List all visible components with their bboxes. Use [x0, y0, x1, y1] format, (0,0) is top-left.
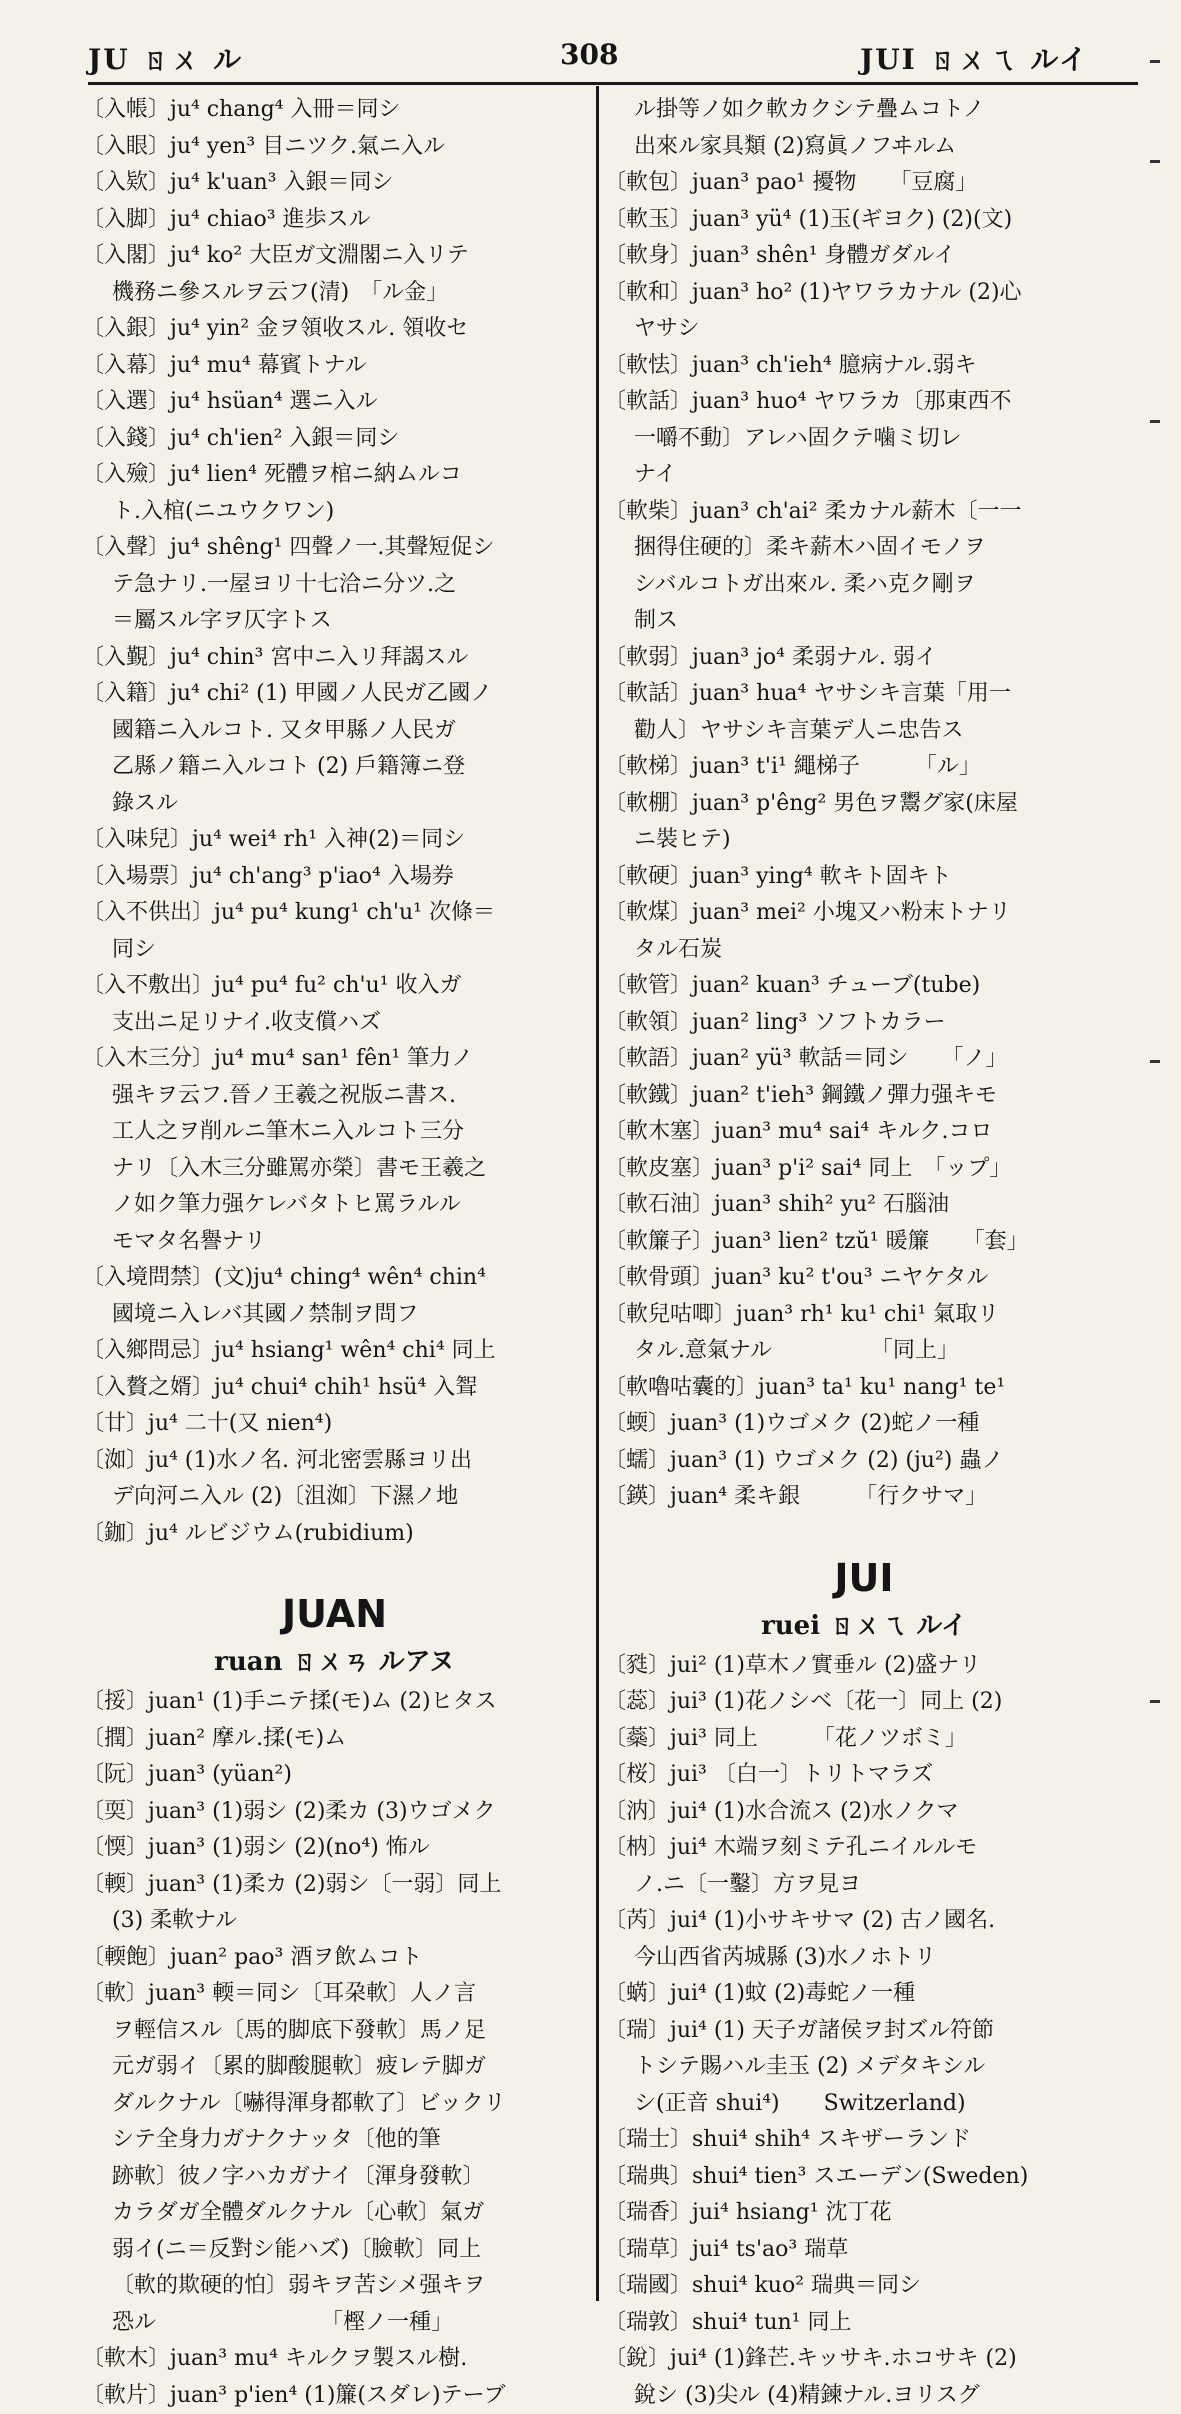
- dictionary-entry-line: 〔軟硬〕juan³ ying⁴ 軟キト固キト: [604, 859, 1124, 896]
- header-right-guide: JUI ㄖㄨㄟ ルイ: [860, 38, 1089, 78]
- entry-continuation-line: ナリ〔入木三分雖罵亦榮〕書モ王羲之: [82, 1151, 587, 1188]
- dictionary-entry-line: 〔甤〕jui² (1)草木ノ實垂ル (2)盛ナリ: [604, 1648, 1124, 1685]
- entry-continuation-line: ナイ: [604, 457, 1124, 494]
- entry-continuation-line: ト.入棺(ニユウクワン): [82, 494, 587, 531]
- entry-continuation-line: タル石炭: [604, 932, 1124, 969]
- scan-edge-mark: [1150, 60, 1160, 63]
- dictionary-entry-line: 〔輭〕juan³ (1)柔カ (2)弱シ〔一弱〕同上: [82, 1867, 587, 1904]
- right-column: [604, 92, 1124, 2414]
- entry-continuation-line: 跡軟〕彼ノ字ハカガナイ〔渾身發軟〕: [82, 2159, 587, 2196]
- dictionary-entry-line: 〔軟和〕juan³ ho² (1)ヤワラカナル (2)心: [604, 275, 1124, 312]
- dictionary-entry-line: 〔軟梯〕juan³ t'i¹ 繩梯子 「ル」: [604, 749, 1124, 786]
- entry-continuation-line: シ(正音 shui⁴) Switzerland): [604, 2086, 1124, 2123]
- dictionary-entry-line: 〔廿〕ju⁴ 二十(又 nien⁴): [82, 1406, 587, 1443]
- entry-continuation-line: 支出ニ足リナイ.收支償ハズ: [82, 1005, 587, 1042]
- dictionary-entry-line: 〔耎〕juan³ (1)弱シ (2)柔カ (3)ウゴメク: [82, 1794, 587, 1831]
- dictionary-entry-line: 〔軟片〕juan³ p'ien⁴ (1)簾(スダレ)テーブ: [82, 2378, 587, 2414]
- dictionary-entry-line: 〔愞〕juan³ (1)弱シ (2)(no⁴) 怖ル: [82, 1830, 587, 1867]
- dictionary-entry-line: 〔入味兒〕ju⁴ wei⁴ rh¹ 入神(2)＝同シ: [82, 822, 587, 859]
- entry-continuation-line: 今山西省芮城縣 (3)水ノホトリ: [604, 1940, 1124, 1977]
- dictionary-entry-line: 〔入木三分〕ju⁴ mu⁴ san¹ fên¹ 筆力ノ: [82, 1041, 587, 1078]
- dictionary-entry-line: 〔輭飽〕juan² pao³ 酒ヲ飲ムコト: [82, 1940, 587, 1977]
- dictionary-entry-line: 〔芮〕jui⁴ (1)小サキサマ (2) 古ノ國名.: [604, 1903, 1124, 1940]
- entry-continuation-line: 勸人〕ヤサシキ言葉デ人ニ忠告ス: [604, 713, 1124, 750]
- dictionary-entry-line: 〔瑞敦〕shui⁴ tun¹ 同上: [604, 2305, 1124, 2342]
- section-subheading-jui: ruei ㄖㄨㄟ ルイ: [604, 1604, 1124, 1648]
- entry-continuation-line: 恐ル 「樫ノ一種」: [82, 2305, 587, 2342]
- header-rule: [88, 82, 1138, 85]
- entry-continuation-line: (3) 柔軟ナル: [82, 1903, 587, 1940]
- dictionary-entry-line: 〔蝡〕juan³ (1)ウゴメク (2)蛇ノ一種: [604, 1406, 1124, 1443]
- dictionary-entry-line: 〔入殮〕ju⁴ lien⁴ 死體ヲ棺ニ納ムルコ: [82, 457, 587, 494]
- dictionary-entry-line: 〔入脚〕ju⁴ chiao³ 進歩スル: [82, 202, 587, 239]
- dictionary-entry-line: 〔入境問禁〕(文)ju⁴ ching⁴ wên⁴ chin⁴: [82, 1260, 587, 1297]
- dictionary-entry-line: 〔軟話〕juan³ hua⁴ ヤサシキ言葉「用一: [604, 676, 1124, 713]
- dictionary-entry-line: 〔銳〕jui⁴ (1)鋒芒.キッサキ.ホコサキ (2): [604, 2341, 1124, 2378]
- dictionary-entry-line: 〔桜〕jui³ 〔白一〕トリトマラズ: [604, 1757, 1124, 1794]
- entry-continuation-line: 錄スル: [82, 786, 587, 823]
- entry-continuation-line: 機務ニ參スルヲ云フ(清) 「ル金」: [82, 275, 587, 312]
- entry-continuation-line: 捆得住硬的〕柔キ薪木ハ固イモノヲ: [604, 530, 1124, 567]
- dictionary-entry-line: 〔瑞國〕shui⁴ kuo² 瑞典＝同シ: [604, 2268, 1124, 2305]
- entry-continuation-line: タル.意氣ナル 「同上」: [604, 1333, 1124, 1370]
- section-gap: [82, 1552, 587, 1588]
- dictionary-entry-line: 〔枘〕jui⁴ 木端ヲ刻ミテ孔ニイルルモ: [604, 1830, 1124, 1867]
- entry-continuation-line: シテ全身力ガナクナッタ〔他的筆: [82, 2122, 587, 2159]
- dictionary-entry-line: 〔軟簾子〕juan³ lien² tzŭ¹ 暖簾 「套」: [604, 1224, 1124, 1261]
- dictionary-entry-line: 〔入銀〕ju⁴ yin² 金ヲ領收スル. 領收セ: [82, 311, 587, 348]
- dictionary-entry-line: 〔入選〕ju⁴ hsüan⁴ 選ニ入ル: [82, 384, 587, 421]
- entry-continuation-line: テ急ナリ.一屋ヨリ十七洽ニ分ツ.之: [82, 567, 587, 604]
- dictionary-entry-line: 〔瑞士〕shui⁴ shih⁴ スキザーランド: [604, 2122, 1124, 2159]
- dictionary-entry-line: 〔軟石油〕juan³ shih² yu² 石腦油: [604, 1187, 1124, 1224]
- scan-edge-mark: [1150, 1060, 1160, 1063]
- entry-continuation-line: 强キヲ云フ.晉ノ王羲之祝版ニ書ス.: [82, 1078, 587, 1115]
- dictionary-entry-line: 〔軟語〕juan² yü³ 軟話＝同シ 「ノ」: [604, 1041, 1124, 1078]
- dictionary-entry-line: 〔軟木〕juan³ mu⁴ キルクヲ製スル樹.: [82, 2341, 587, 2378]
- entry-continuation-line: ヲ輕信スル〔馬的脚底下發軟〕馬ノ足: [82, 2013, 587, 2050]
- dictionary-entry-line: 〔瑞典〕shui⁴ tien³ スエーデン(Sweden): [604, 2159, 1124, 2196]
- dictionary-entry-line: 〔汭〕jui⁴ (1)水合流ス (2)水ノクマ: [604, 1794, 1124, 1831]
- entry-continuation-line: モマタ名譽ナリ: [82, 1224, 587, 1261]
- dictionary-entry-line: 〔蜹〕jui⁴ (1)蚊 (2)毒蛇ノ一種: [604, 1976, 1124, 2013]
- entry-continuation-line: トシテ賜ハル圭玉 (2) メデタキシル: [604, 2049, 1124, 2086]
- jui-entries: [604, 1648, 1124, 2414]
- dictionary-entry-line: 〔軟怯〕juan³ ch'ieh⁴ 臆病ナル.弱キ: [604, 348, 1124, 385]
- entry-continuation-line: デ向河ニ入ル (2)〔沮洳〕下濕ノ地: [82, 1479, 587, 1516]
- entry-continuation-line: 乙縣ノ籍ニ入ルコト (2) 戶籍簿ニ登: [82, 749, 587, 786]
- dictionary-entry-line: 〔入籍〕ju⁴ chi² (1) 甲國ノ人民ガ乙國ノ: [82, 676, 587, 713]
- dictionary-entry-line: 〔入贅之婿〕ju⁴ chui⁴ chih¹ hsü⁴ 入聟: [82, 1370, 587, 1407]
- dictionary-entry-line: 〔蠕〕juan³ (1) ウゴメク (2) (ju²) 蟲ノ: [604, 1443, 1124, 1480]
- dictionary-entry-line: 〔軟皮塞〕juan³ p'i² sai⁴ 同上 「ップ」: [604, 1151, 1124, 1188]
- section-gap: [604, 1516, 1124, 1552]
- dictionary-entry-line: 〔入帳〕ju⁴ chang⁴ 入冊＝同シ: [82, 92, 587, 129]
- dictionary-entry-line: 〔軟棚〕juan³ p'êng² 男色ヲ鬻グ家(床屋: [604, 786, 1124, 823]
- dictionary-entry-line: 〔瑞〕jui⁴ (1) 天子ガ諸侯ヲ封ズル符節: [604, 2013, 1124, 2050]
- dictionary-entry-line: 〔瑞香〕jui⁴ hsiang¹ 沈丁花: [604, 2195, 1124, 2232]
- dictionary-entry-line: 〔入錢〕ju⁴ ch'ien² 入銀＝同シ: [82, 421, 587, 458]
- dictionary-entry-line: 〔軟嚕咕囊的〕juan³ ta¹ ku¹ nang¹ te¹: [604, 1370, 1124, 1407]
- dictionary-entry-line: 〔入幕〕ju⁴ mu⁴ 幕賓トナル: [82, 348, 587, 385]
- entry-continuation-line: 一嚼不動〕アレハ固クテ噛ミ切レ: [604, 421, 1124, 458]
- dictionary-entry-line: 〔瑞草〕jui⁴ ts'ao³ 瑞草: [604, 2232, 1124, 2269]
- dictionary-entry-line: 〔洳〕ju⁴ (1)水ノ名. 河北密雲縣ヨリ出: [82, 1443, 587, 1480]
- dictionary-entry-line: 〔軟兒咕唧〕juan³ rh¹ ku¹ chi¹ 氣取リ: [604, 1297, 1124, 1334]
- entry-continuation-line: 同シ: [82, 932, 587, 969]
- entry-continuation-line: 制ス: [604, 603, 1124, 640]
- entry-continuation-line: ノ.ニ〔一鑿〕方ヲ見ヨ: [604, 1867, 1124, 1904]
- entry-continuation-line: 元ガ弱イ〔累的脚酸腿軟〕疲レテ脚ガ: [82, 2049, 587, 2086]
- entry-continuation-line: 工人之ヲ削ルニ筆木ニ入ルコト三分: [82, 1114, 587, 1151]
- entry-continuation-line: ノ如ク筆力强ケレバタトヒ罵ラルル: [82, 1187, 587, 1224]
- entry-continuation-line: ル掛等ノ如ク軟カクシテ疊ムコトノ: [604, 92, 1124, 129]
- entry-continuation-line: ＝屬スル字ヲ仄字トス: [82, 603, 587, 640]
- dictionary-entry-line: 〔軟弱〕juan³ jo⁴ 柔弱ナル. 弱イ: [604, 640, 1124, 677]
- entry-continuation-line: 國境ニ入レバ其國ノ禁制ヲ問フ: [82, 1297, 587, 1334]
- dictionary-entry-line: 〔軟身〕juan³ shên¹ 身體ガダルイ: [604, 238, 1124, 275]
- dictionary-entry-line: 〔軟〕juan³ 輭＝同シ〔耳朶軟〕人ノ言: [82, 1976, 587, 2013]
- scan-edge-mark: [1150, 160, 1160, 163]
- scan-edge-mark: [1150, 420, 1160, 423]
- dictionary-entry-line: 〔挼〕juan¹ (1)手ニテ揉(モ)ム (2)ヒタス: [82, 1684, 587, 1721]
- entry-continuation-line: ニ裝ヒテ): [604, 822, 1124, 859]
- dictionary-entry-line: 〔入眼〕ju⁴ yen³ 目ニツク.氣ニ入ル: [82, 129, 587, 166]
- section-subheading-juan: ruan ㄖㄨㄢ ルアヌ: [82, 1640, 587, 1684]
- dictionary-entry-line: 〔蘂〕jui³ 同上 「花ノツボミ」: [604, 1721, 1124, 1758]
- entry-continuation-line: ヤサシ: [604, 311, 1124, 348]
- dictionary-entry-line: 〔軟煤〕juan³ mei² 小塊又ハ粉末トナリ: [604, 895, 1124, 932]
- juan-entries: [82, 1684, 587, 2414]
- dictionary-entry-line: 〔軟領〕juan² ling³ ソフトカラー: [604, 1005, 1124, 1042]
- dictionary-entry-line: 〔鉫〕ju⁴ ルビジウム(rubidium): [82, 1516, 587, 1553]
- entry-continuation-line: 弱イ(ニ＝反對シ能ハズ)〔臉軟〕同上: [82, 2232, 587, 2269]
- dictionary-entry-line: 〔軟管〕juan² kuan³ チューブ(tube): [604, 968, 1124, 1005]
- dictionary-entry-line: 〔軟玉〕juan³ yü⁴ (1)玉(ギヨク) (2)(文): [604, 202, 1124, 239]
- dictionary-entry-line: 〔軟柴〕juan³ ch'ai² 柔カナル薪木〔一一: [604, 494, 1124, 531]
- entry-continuation-line: シバルコトガ出來ル. 柔ハ克ク剛ヲ: [604, 567, 1124, 604]
- dictionary-entry-line: 〔入覲〕ju⁴ chin³ 宮中ニ入リ拜謁スル: [82, 640, 587, 677]
- page-header: [0, 38, 1181, 88]
- column-divider: [596, 86, 599, 2301]
- dictionary-entry-line: 〔蕊〕jui³ (1)花ノシベ〔花一〕同上 (2): [604, 1684, 1124, 1721]
- dictionary-entry-line: 〔軟話〕juan³ huo⁴ ヤワラカ〔那東西不: [604, 384, 1124, 421]
- entry-continuation-line: 出來ル家具類 (2)寫眞ノフヰルム: [604, 129, 1124, 166]
- dictionary-entry-line: 〔軟骨頭〕juan³ ku² t'ou³ ニヤケタル: [604, 1260, 1124, 1297]
- dictionary-entry-line: 〔軟包〕juan³ pao¹ 擾物 「豆腐」: [604, 165, 1124, 202]
- dictionary-entry-line: 〔軟木塞〕juan³ mu⁴ sai⁴ キルク.コロ: [604, 1114, 1124, 1151]
- section-heading-juan: JUAN: [82, 1588, 587, 1640]
- left-entries: [82, 92, 587, 1552]
- dictionary-entry-line: 〔入聲〕ju⁴ shêng¹ 四聲ノ一.其聲短促シ: [82, 530, 587, 567]
- dictionary-entry-line: 〔入閣〕ju⁴ ko² 大臣ガ文淵閣ニ入リテ: [82, 238, 587, 275]
- page-number: 308: [560, 38, 618, 71]
- entry-continuation-line: ダルクナル〔嚇得渾身都軟了〕ビックリ: [82, 2086, 587, 2123]
- dictionary-entry-line: 〔入場票〕ju⁴ ch'ang³ p'iao⁴ 入場券: [82, 859, 587, 896]
- entry-continuation-line: 〔軟的欺硬的怕〕弱キヲ苦シメ强キヲ: [82, 2268, 587, 2305]
- dictionary-entry-line: 〔軟鐵〕juan² t'ieh³ 鋼鐵ノ彈力强キモ: [604, 1078, 1124, 1115]
- entry-continuation-line: カラダガ全體ダルクナル〔心軟〕氣ガ: [82, 2195, 587, 2232]
- dictionary-entry-line: 〔入不敷出〕ju⁴ pu⁴ fu² ch'u¹ 收入ガ: [82, 968, 587, 1005]
- dictionary-entry-line: 〔撋〕juan² 摩ル.揉(モ)ム: [82, 1721, 587, 1758]
- entry-continuation-line: 銳シ (3)尖ル (4)精鍊ナル.ヨリスグ: [604, 2378, 1124, 2414]
- section-heading-jui: JUI: [604, 1552, 1124, 1604]
- entry-continuation-line: 國籍ニ入ルコト. 又タ甲縣ノ人民ガ: [82, 713, 587, 750]
- dictionary-entry-line: 〔阮〕juan³ (yüan²): [82, 1757, 587, 1794]
- dictionary-entry-line: 〔入不供出〕ju⁴ pu⁴ kung¹ ch'u¹ 次條＝: [82, 895, 587, 932]
- dictionary-entry-line: 〔入欵〕ju⁴ k'uan³ 入銀＝同シ: [82, 165, 587, 202]
- header-left-guide: JU ㄖㄨ ル: [88, 38, 243, 78]
- dictionary-entry-line: 〔鍈〕juan⁴ 柔キ銀 「行クサマ」: [604, 1479, 1124, 1516]
- dictionary-entry-line: 〔入鄉問忌〕ju⁴ hsiang¹ wên⁴ chi⁴ 同上: [82, 1333, 587, 1370]
- left-column: [82, 92, 587, 2414]
- scan-edge-mark: [1150, 1700, 1160, 1703]
- right-entries: [604, 92, 1124, 1516]
